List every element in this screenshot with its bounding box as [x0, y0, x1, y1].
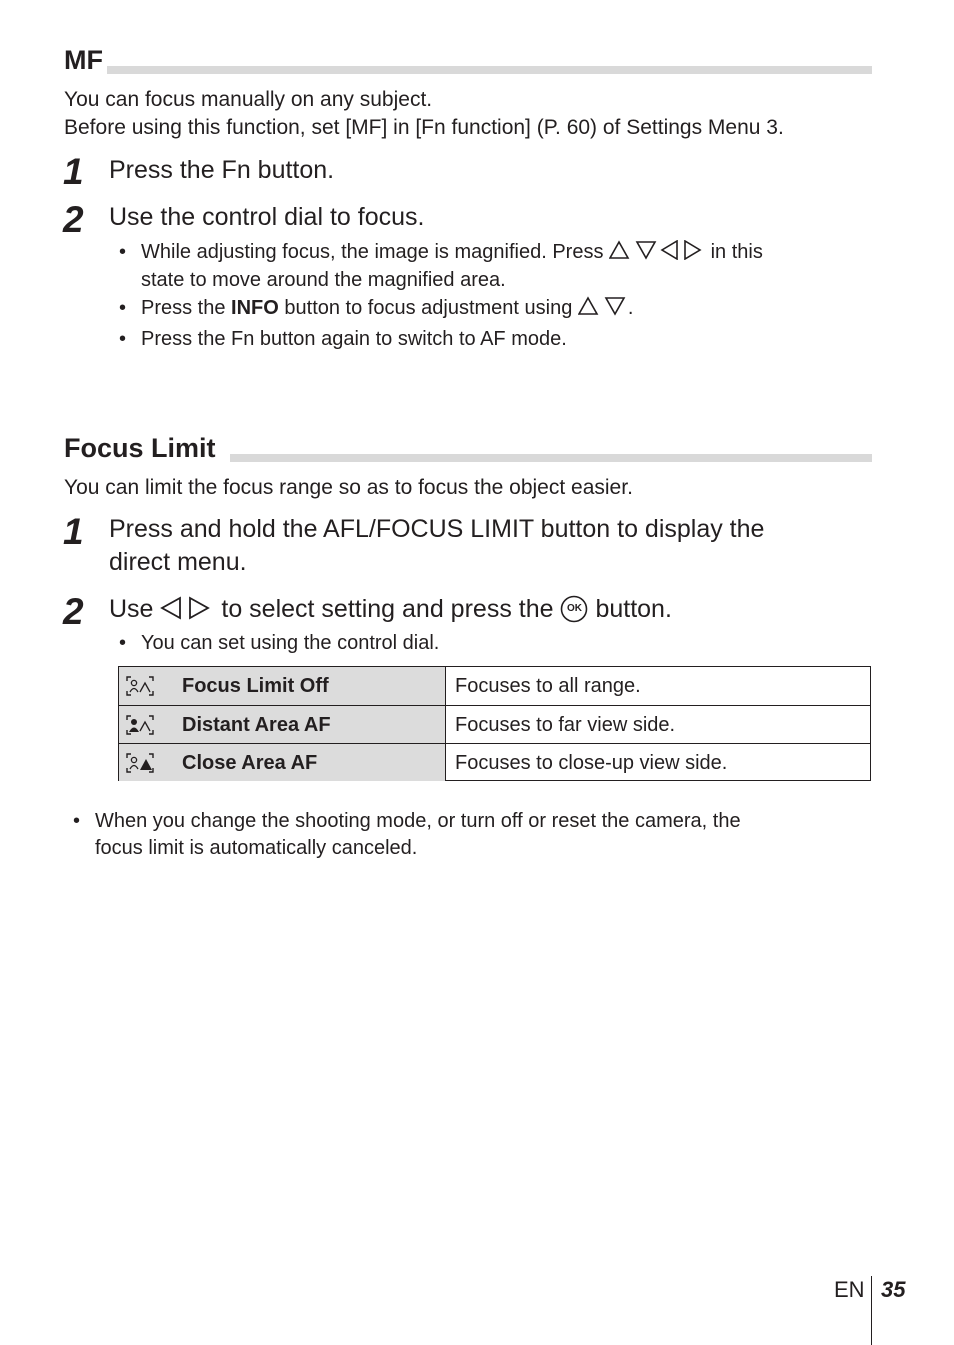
- step-text-continuation: direct menu.: [109, 548, 247, 576]
- bullet-text: While adjusting focus, the image is magnified. Press: [141, 241, 604, 263]
- step-text: [109, 593, 672, 626]
- focus-limit-off-icon: [125, 675, 155, 697]
- setting-description: Focuses to close-up view side.: [455, 752, 728, 774]
- step-number: 2: [63, 199, 84, 240]
- step-number: 1: [63, 151, 84, 192]
- arrow-left-right-icon: [160, 596, 214, 620]
- table-row: [119, 743, 870, 781]
- page-number: 35: [881, 1277, 906, 1302]
- focus-limit-intro: You can limit the focus range so as to focus the object easier.: [64, 476, 633, 499]
- close-area-af-icon: [125, 752, 155, 774]
- step-text-part: button.: [595, 595, 672, 623]
- step-text-part: to select setting and press the: [221, 595, 554, 623]
- setting-label: Distant Area AF: [182, 714, 331, 736]
- bullet-dot: •: [73, 810, 81, 832]
- bullet-dot: •: [119, 241, 127, 263]
- bullet-dot: •: [119, 328, 127, 350]
- arrow-up-down-icon: [578, 296, 628, 316]
- table-cell-setting: [119, 667, 446, 705]
- bullet-text: You can set using the control dial.: [141, 632, 440, 654]
- info-button-label: INFO: [231, 297, 279, 319]
- table-row: [119, 667, 870, 705]
- step-text-part: Use: [109, 595, 154, 623]
- note-item: [73, 807, 741, 835]
- footer-divider: [871, 1276, 872, 1345]
- section-title-mf: MF: [64, 45, 103, 75]
- step-text: Use the control dial to focus.: [109, 203, 425, 231]
- bullet-continuation: state to move around the magnified area.: [141, 269, 506, 291]
- step-number: 1: [63, 511, 84, 552]
- table-cell-setting: [119, 744, 446, 781]
- ok-button-label: OK: [566, 603, 582, 614]
- step-text: Press the Fn button.: [109, 156, 335, 184]
- language-label: EN: [834, 1277, 865, 1302]
- step-text: Press and hold the AFL/FOCUS LIMIT button to display the: [109, 515, 765, 543]
- bullet-item: [119, 238, 763, 266]
- setting-description: Focuses to far view side.: [455, 714, 676, 736]
- bullet-text: Press the: [141, 297, 226, 319]
- section-rule: [230, 454, 872, 462]
- section-rule: [107, 66, 872, 74]
- distant-area-af-icon: [125, 714, 155, 736]
- note-continuation: focus limit is automatically canceled.: [95, 837, 418, 859]
- bullet-item: [119, 294, 634, 322]
- bullet-text: Press the Fn button again to switch to AF mode.: [141, 328, 567, 350]
- table-row: [119, 705, 870, 744]
- bullet-text: button to focus adjustment using: [284, 297, 573, 319]
- focus-limit-table: [118, 666, 871, 781]
- section-title-focus-limit: Focus Limit: [64, 433, 216, 463]
- table-cell-setting: [119, 706, 446, 744]
- bullet-item: [119, 325, 567, 353]
- setting-label: Focus Limit Off: [182, 675, 329, 697]
- step-number: 2: [63, 591, 84, 632]
- arrow-pad-up-down-left-right-icon: [609, 240, 705, 260]
- setting-description: Focuses to all range.: [455, 675, 641, 697]
- note-text: When you change the shooting mode, or turn off or reset the camera, the: [95, 810, 741, 832]
- setting-label: Close Area AF: [182, 752, 318, 774]
- ok-button-icon: [560, 595, 588, 623]
- mf-intro-line-2: Before using this function, set [MF] in [Fn function] (P. 60) of Settings Menu 3.: [64, 116, 784, 139]
- bullet-text: .: [627, 297, 634, 319]
- mf-intro-line-1: You can focus manually on any subject.: [64, 88, 433, 111]
- bullet-dot: •: [119, 297, 127, 319]
- bullet-dot: •: [119, 632, 127, 654]
- bullet-item: [119, 629, 440, 657]
- bullet-text: in this: [710, 241, 763, 263]
